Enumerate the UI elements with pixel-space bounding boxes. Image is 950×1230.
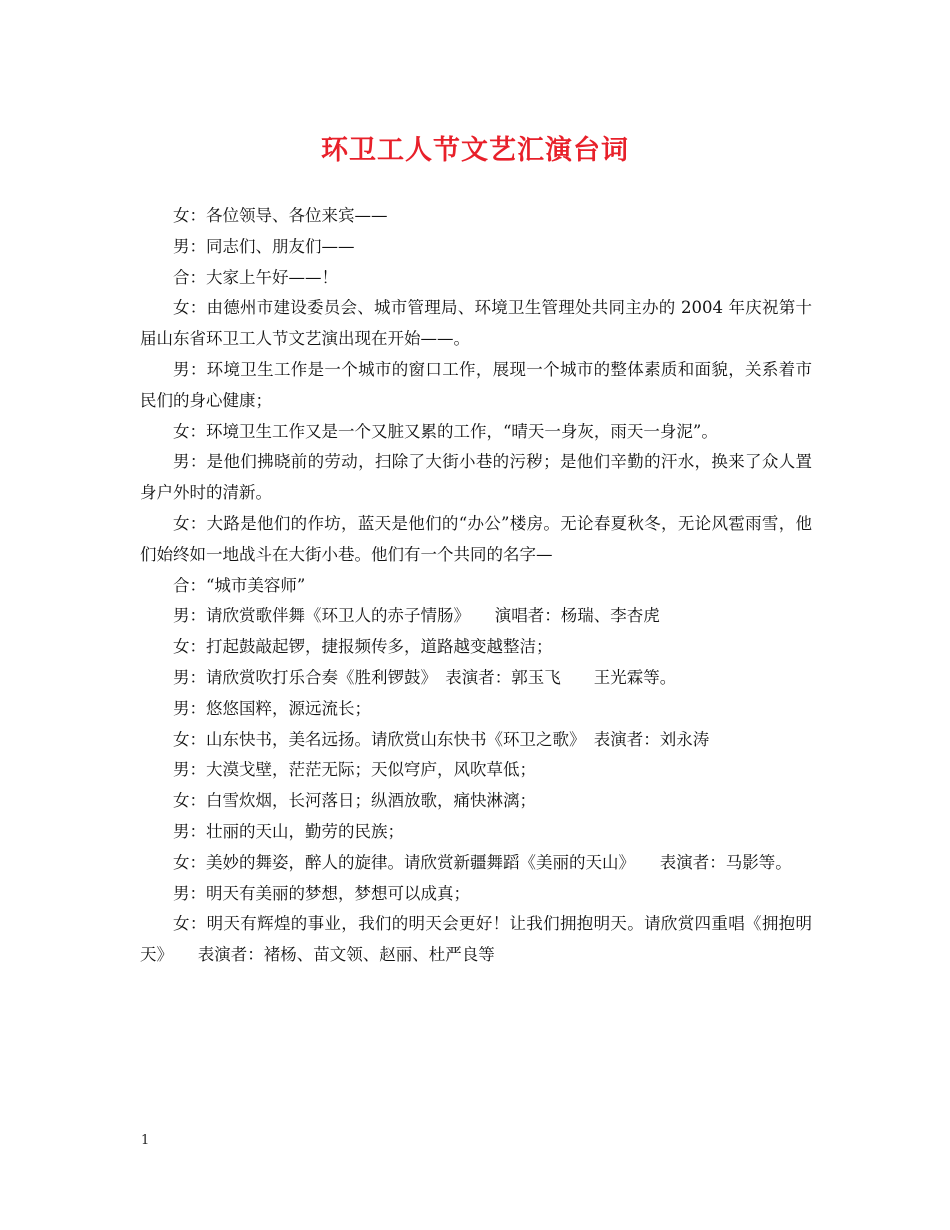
- paragraph: 女：大路是他们的作坊，蓝天是他们的“办公”楼房。无论春夏秋冬，无论风雹雨雪，他们始终如一地战斗在大街小巷。他们有一个共同的名字—: [140, 513, 812, 564]
- paragraph: 女：各位领导、各位来宾——: [173, 206, 388, 225]
- paragraph: 男：请欣赏吹打乐合奏《胜利锣鼓》 表演者：郭玉飞 王光霖等。: [173, 667, 677, 687]
- paragraph: 男：环境卫生工作是一个城市的窗口工作，展现一个城市的整体素质和面貌，关系着市民们的身心健康；: [140, 359, 812, 410]
- paragraph: 女：美妙的舞姿，醉人的旋律。请欣赏新疆舞蹈《美丽的天山》 表演者：马影等。: [173, 852, 792, 872]
- paragraph: 男：大漠戈壁，茫茫无际；天似穹庐，风吹草低；: [173, 760, 536, 780]
- document-title: 环卫工人节文艺汇演台词: [321, 135, 629, 166]
- paragraph: 男：明天有美丽的梦想，梦想可以成真；: [173, 883, 470, 903]
- paragraph: 男：悠悠国粹，源远流长；: [173, 698, 371, 718]
- page-number: 1: [141, 1133, 150, 1148]
- document-body: [140, 201, 812, 971]
- paragraph: 女：由德州市建设委员会、城市管理局、环境卫生管理处共同主办的 2004 年庆祝第十届山东省环卫工人节文艺演出现在开始——。: [140, 298, 812, 349]
- paragraph: 女：打起鼓敲起锣，捷报频传多，道路越变越整洁；: [173, 637, 553, 657]
- paragraph: 合：大家上午好——！: [173, 267, 338, 287]
- paragraph: 男：同志们、朋友们——: [173, 236, 355, 256]
- paragraph: 女：明天有辉煌的事业，我们的明天会更好！让我们拥抱明天。请欣赏四重唱《拥抱明天》 表演者：褚杨、苗文领、赵丽、杜严良等: [140, 914, 812, 965]
- paragraph: 女：白雪炊烟，长河落日；纵酒放歌，痛快淋漓；: [173, 791, 536, 811]
- paragraph: 男：壮丽的天山，勤劳的民族；: [173, 821, 404, 841]
- paragraph: 女：环境卫生工作又是一个又脏又累的工作，“晴天一身灰，雨天一身泥”。: [173, 421, 718, 441]
- paragraph: 男：请欣赏歌伴舞《环卫人的赤子情肠》 演唱者：杨瑞、李杏虎: [173, 606, 660, 626]
- paragraph: 男：是他们拂晓前的劳动，扫除了大街小巷的污秽；是他们辛勤的汗水，换来了众人置身户外时的清新。: [140, 452, 812, 503]
- paragraph: 合：“城市美容师”: [173, 575, 306, 595]
- paragraph: 女：山东快书，美名远扬。请欣赏山东快书《环卫之歌》 表演者：刘永涛: [173, 729, 710, 749]
